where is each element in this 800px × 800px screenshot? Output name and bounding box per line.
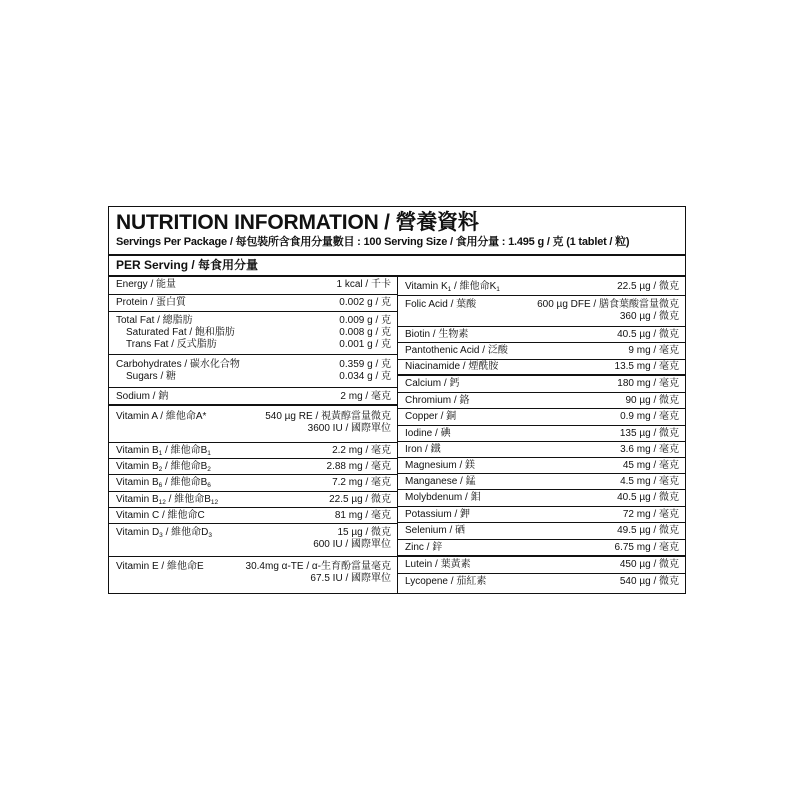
- nutrient-row-iron: [398, 442, 685, 458]
- nutrient-value-alt: 360 µg / 微克: [619, 311, 679, 322]
- nutrient-row-vitamin-b12: [109, 492, 397, 508]
- nutrient-label: Vitamin E / 維他命E: [116, 561, 204, 572]
- nutrient-label: Zinc / 鋅: [405, 542, 443, 553]
- nutrient-label: Sodium / 鈉: [116, 391, 169, 402]
- nutrient-row-manganese: [398, 474, 685, 490]
- nutrient-label: Vitamin $B_6$ / 維他命$B_6$: [116, 477, 211, 489]
- nutrient-row-fat: [109, 312, 397, 355]
- nutrient-value: 2.2 mg / 毫克: [332, 445, 391, 456]
- nutrient-row-vitamin-c: [109, 508, 397, 524]
- nutrient-value: 0.009 g / 克: [339, 315, 391, 326]
- nutrient-label: Potassium / 鉀: [405, 509, 471, 520]
- nutrient-label: Manganese / 錳: [405, 476, 476, 487]
- nutrient-label: Vitamin $D_3$ / 維他命$D_3$: [116, 527, 212, 539]
- nutrient-value: 49.5 µg / 微克: [617, 525, 679, 536]
- nutrient-value: 2.88 mg / 毫克: [326, 461, 391, 472]
- nutrient-value-alt: 600 IU / 國際單位: [313, 539, 391, 550]
- nutrient-value: 22.5 µg / 微克: [617, 281, 679, 292]
- nutrient-value: 540 µg RE / 視黃醇當量微克: [265, 411, 391, 422]
- nutrient-row-niacinamide: [398, 360, 685, 376]
- nutrient-value: 2 mg / 毫克: [340, 391, 391, 402]
- nutrient-label: Magnesium / 鎂: [405, 460, 476, 471]
- nutrient-value: 9 mg / 毫克: [628, 345, 679, 356]
- nutrient-value: 72 mg / 毫克: [622, 509, 679, 520]
- nutrient-value: 30.4mg α-TE / α-生育酚當量毫克: [245, 561, 391, 572]
- nutrient-row-biotin: [398, 327, 685, 343]
- nutrient-row-vitamin-e: [109, 557, 397, 589]
- right-column: [398, 279, 685, 590]
- nutrient-label: Molybdenum / 鉬: [405, 492, 481, 503]
- nutrient-value: 0.034 g / 克: [339, 371, 391, 382]
- nutrient-label: Vitamin $B_1$ / 維他命$B_1$: [116, 445, 211, 457]
- per-serving-heading: PER Serving / 每食用分量: [116, 258, 259, 272]
- nutrient-row-vitamin-d3: [109, 524, 397, 557]
- nutrient-label: Folic Acid / 葉酸: [405, 299, 477, 310]
- nutrient-value: 0.001 g / 克: [339, 339, 391, 350]
- nutrient-value: 0.008 g / 克: [339, 327, 391, 338]
- nutrient-value-alt: 3600 IU / 國際單位: [307, 423, 391, 434]
- nutrient-value: 22.5 µg / 微克: [329, 494, 391, 505]
- nutrient-row-folic-acid: [398, 296, 685, 327]
- nutrient-label: Protein / 蛋白質: [116, 297, 187, 308]
- nutrient-row-zinc: [398, 540, 685, 557]
- nutrient-label: Niacinamide / 煙酰胺: [405, 361, 499, 372]
- nutrition-label: [108, 206, 686, 594]
- nutrient-value: 7.2 mg / 毫克: [332, 477, 391, 488]
- nutrient-value: 540 µg / 微克: [619, 576, 679, 587]
- nutrient-label: Carbohydrates / 碳水化合物: [116, 359, 240, 370]
- nutrient-row-copper: [398, 409, 685, 426]
- nutrient-label: Pantothenic Acid / 泛酸: [405, 345, 508, 356]
- nutrient-row-vitamin-b2: [109, 459, 397, 475]
- nutrient-value: 15 µg / 微克: [337, 527, 391, 538]
- nutrient-label: Lycopene / 茄紅素: [405, 576, 487, 587]
- nutrient-label: Total Fat / 總脂肪: [116, 315, 193, 326]
- nutrient-row-protein: [109, 295, 397, 312]
- nutrient-label: Vitamin $B_2$ / 維他命$B_2$: [116, 461, 211, 473]
- nutrient-label: Iodine / 碘: [405, 428, 451, 439]
- nutrient-value: 45 mg / 毫克: [622, 460, 679, 471]
- nutrient-value: 1 kcal / 千卡: [336, 279, 391, 290]
- nutrient-value: 6.75 mg / 毫克: [614, 542, 679, 553]
- nutrient-value: 4.5 mg / 毫克: [620, 476, 679, 487]
- nutrient-value: 600 µg DFE / 膳食葉酸當量微克: [537, 299, 679, 310]
- nutrient-label: Chromium / 鉻: [405, 395, 470, 406]
- nutrient-value: 0.9 mg / 毫克: [620, 411, 679, 422]
- nutrient-row-vitamin-k1: [398, 279, 685, 296]
- nutrient-label: Trans Fat / 反式脂肪: [126, 339, 217, 350]
- nutrient-value: 90 µg / 微克: [625, 395, 679, 406]
- nutrient-row-lycopene: [398, 574, 685, 590]
- nutrient-label: Calcium / 鈣: [405, 378, 460, 389]
- nutrient-row-magnesium: [398, 458, 685, 474]
- servings-line: Servings Per Package / 每包裝所含食用分量數目 : 100 Serving Size / 食用分量 : 1.495 g / 克 (1 tablet / 粒): [116, 236, 630, 248]
- nutrient-value: 13.5 mg / 毫克: [614, 361, 679, 372]
- nutrient-label: Lutein / 葉黃素: [405, 559, 471, 570]
- nutrient-label: Copper / 銅: [405, 411, 457, 422]
- nutrient-label: Saturated Fat / 飽和脂肪: [126, 327, 235, 338]
- nutrient-row-vitamin-b6: [109, 475, 397, 492]
- header: [116, 211, 679, 255]
- nutrient-row-lutein: [398, 557, 685, 574]
- nutrient-value: 0.359 g / 克: [339, 359, 391, 370]
- nutrient-label: Iron / 鐵: [405, 444, 441, 455]
- nutrient-label: Vitamin C / 維他命C: [116, 510, 205, 521]
- nutrient-value: 0.002 g / 克: [339, 297, 391, 308]
- nutrient-value: 40.5 µg / 微克: [617, 329, 679, 340]
- nutrient-label: Selenium / 硒: [405, 525, 466, 536]
- nutrient-row-vitamin-b1: [109, 443, 397, 459]
- nutrient-value-alt: 67.5 IU / 國際單位: [310, 573, 391, 584]
- nutrient-row-calcium: [398, 376, 685, 393]
- nutrient-row-energy: [109, 279, 397, 295]
- nutrient-label: Energy / 能量: [116, 279, 177, 290]
- nutrient-row-selenium: [398, 523, 685, 540]
- left-column: [109, 279, 397, 589]
- nutrient-row-vitamin-a: [109, 406, 397, 443]
- nutrient-value: 81 mg / 毫克: [334, 510, 391, 521]
- nutrient-row-potassium: [398, 507, 685, 523]
- nutrient-value: 450 µg / 微克: [619, 559, 679, 570]
- nutrient-row-pantothenic-acid: [398, 343, 685, 360]
- nutrient-row-sodium: [109, 388, 397, 406]
- nutrient-value: 3.6 mg / 毫克: [620, 444, 679, 455]
- nutrient-value: 135 µg / 微克: [619, 428, 679, 439]
- nutrient-value: 40.5 µg / 微克: [617, 492, 679, 503]
- nutrient-row-iodine: [398, 426, 685, 442]
- nutrient-label: Biotin / 生物素: [405, 329, 469, 340]
- nutrient-row-molybdenum: [398, 490, 685, 507]
- nutrient-label: Vitamin $B_{12}$ / 維他命$B_{12}$: [116, 494, 219, 506]
- nutrient-label: Sugars / 糖: [126, 371, 177, 382]
- page-title: NUTRITION INFORMATION / 營養資料: [116, 211, 479, 234]
- nutrient-label: Vitamin $K_1$ / 維他命$K_1$: [405, 281, 500, 293]
- nutrient-label: Vitamin A / 維他命A*: [116, 411, 207, 422]
- nutrient-value: 180 mg / 毫克: [617, 378, 679, 389]
- nutrient-row-carbohydrates: [109, 355, 397, 388]
- nutrient-row-chromium: [398, 393, 685, 409]
